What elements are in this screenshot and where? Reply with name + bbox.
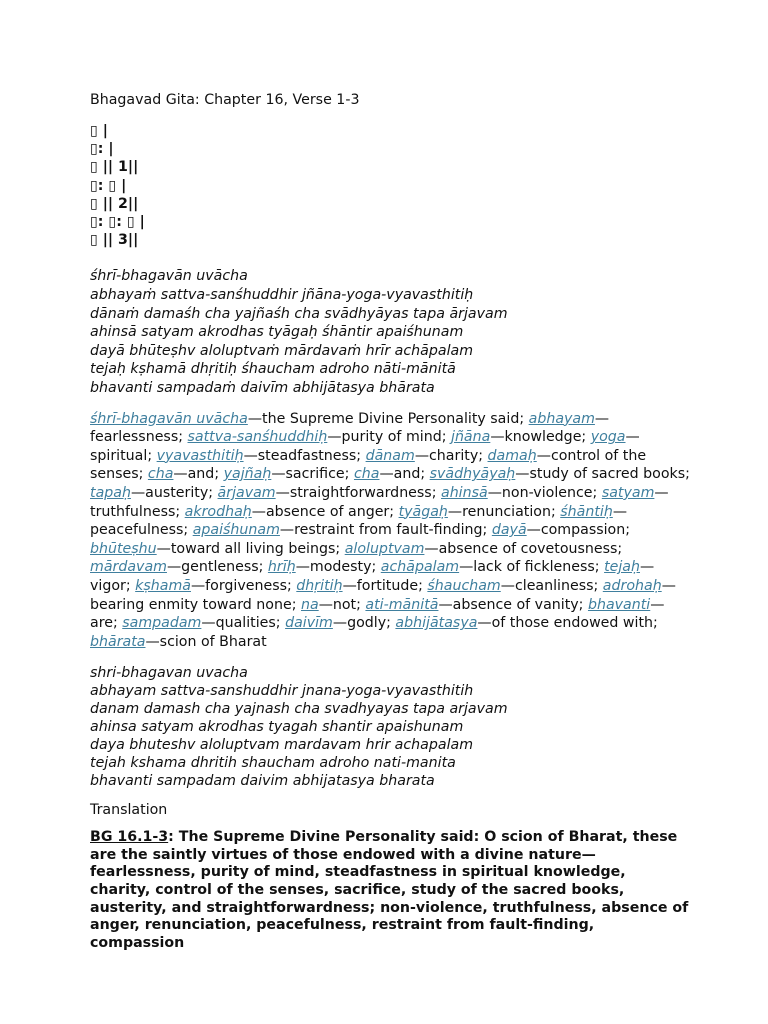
verse-line: dānaṁ damaśh cha yajñaśh cha svādhyāyas tapa ārjavam xyxy=(90,305,508,322)
word-separator: — xyxy=(130,484,146,501)
word-separator: — xyxy=(654,484,669,501)
word-separator: — xyxy=(332,615,348,632)
word-meaning: bearing enmity toward none xyxy=(90,596,292,613)
word-link[interactable]: vyavasthitiḥ xyxy=(156,447,244,464)
transliterated-verse-diacritic xyxy=(90,267,690,397)
word-meaning: austerity xyxy=(145,484,209,501)
word-meaning: purity of mind xyxy=(341,429,442,446)
word-meaning: and xyxy=(187,466,215,483)
word-link[interactable]: yoga xyxy=(590,429,626,446)
word-meaning: the Supreme Divine Personality said xyxy=(262,410,520,427)
word-link[interactable]: apaiśhunam xyxy=(192,522,280,539)
word-separator: — xyxy=(661,577,676,594)
verse-line: bhavanti sampadam daivim abhijatasya bharata xyxy=(90,773,435,790)
word-link[interactable]: achāpalam xyxy=(380,559,460,576)
word-link[interactable]: tejaḥ xyxy=(604,559,640,576)
verse-line: shri-bhagavan uvacha xyxy=(90,665,248,682)
verse-line: bhavanti sampadaṁ daivīm abhijātasya bhārata xyxy=(90,379,435,396)
translation-text: : The Supreme Divine Personality said: O scion of Bharat, these are the saintly virtues of those endowed with a divine nature—fearlessness, purity of mind, steadfastness in spiritual knowledge, charity, control of the senses, sacrifice, study of the sacred books, austerity, and straightforwardness; non-violence, truthfulness, absence of anger, renunciation, peacefulness, restraint from fault-finding, compassion xyxy=(90,829,689,951)
word-meaning: truthfulness xyxy=(90,503,176,520)
verse-line: abhayaṁ sattva-sanśhuddhir jñāna-yoga-vyavasthitiḥ xyxy=(90,287,474,304)
word-separator: — xyxy=(477,615,492,632)
word-link[interactable]: ati-mānitā xyxy=(365,596,439,613)
word-link[interactable]: aloluptvam xyxy=(344,540,425,557)
word-meaning: control of the senses xyxy=(90,447,647,483)
verse-line: daya bhuteshv aloluptvam mardavam hrir achapalam xyxy=(90,737,474,754)
word-meaning: of those endowed with xyxy=(491,615,654,632)
word-meaning: lack of fickleness xyxy=(473,559,595,576)
word-link[interactable]: bhūteṣhu xyxy=(90,540,157,557)
word-meaning: gentleness xyxy=(181,559,259,576)
word-separator: — xyxy=(438,596,453,613)
word-link[interactable]: bhavanti xyxy=(587,596,651,613)
word-meaning: vigor xyxy=(90,577,126,594)
word-separator: — xyxy=(247,410,263,427)
word-link[interactable]: damaḥ xyxy=(487,447,537,464)
word-separator: — xyxy=(500,577,515,594)
word-separator: — xyxy=(190,577,206,594)
word-meaning: sacrifice xyxy=(285,466,345,483)
devanagari-line: ▯ || 1|| xyxy=(90,159,139,176)
word-separator: — xyxy=(243,447,258,464)
devanagari-line: ▯ | xyxy=(90,123,108,139)
page-title: Bhagavad Gita: Chapter 16, Verse 1-3 xyxy=(90,92,360,108)
word-link[interactable]: śhaucham xyxy=(427,577,501,594)
word-separator: — xyxy=(327,429,342,446)
word-meaning: straightforwardness xyxy=(289,484,432,501)
devanagari-line: ▯ || 3|| xyxy=(90,232,139,249)
word-link[interactable]: dhṛitiḥ xyxy=(296,577,343,594)
word-meaning: not xyxy=(332,596,357,613)
word-separator: — xyxy=(271,466,286,483)
verse-line: danam damash cha yajnash cha svadhyayas tapa arjavam xyxy=(90,701,508,718)
document-page xyxy=(90,90,690,952)
word-separator: — xyxy=(612,503,628,520)
word-link[interactable]: yajñaḥ xyxy=(223,466,272,483)
word-meaning: renunciation xyxy=(462,503,551,520)
verse-line: śhrī-bhagavān uvācha xyxy=(90,268,248,285)
word-separator: — xyxy=(251,503,266,520)
word-meaning: absence of covetousness xyxy=(438,540,618,557)
word-separator: — xyxy=(625,429,640,446)
word-meaning: cleanliness xyxy=(514,577,594,594)
word-meaning: absence of anger xyxy=(265,503,390,520)
sanskrit-verse-devanagari xyxy=(90,122,690,249)
word-meanings: śhrī-bhagavān uvācha—the Supreme Divine Personality said; abhayam—fearlessness; sattva-sanśhuddhiḥ—purity of mind; jñāna—knowledge; yoga—spiritual; vyavasthitiḥ—steadfastness; dānam—charity; damaḥ—control of the senses; cha—and; yajñaḥ—sacrifice; cha—and; svādhyāyaḥ—study of sacred books; tapaḥ—austerity; ārjavam—straightforwardness; ahinsā—non-violence; satyam—truthfulness; akrodhaḥ—absence of anger; tyāgaḥ—renunciation; śhāntiḥ—peacefulness; apaiśhunam—restraint from fault-finding; dayā—compassion; bhūteṣhu—toward all living beings; aloluptvam—absence of covetousness; mārdavam—gentleness; hrīḥ—modesty; achāpalam—lack of fickleness; tejaḥ—vigor; kṣhamā—forgiveness; dhṛitiḥ—fortitude; śhaucham—cleanliness; adrohaḥ—bearing enmity toward none; na—not; ati-mānitā—absence of vanity; bhavanti—are; sampadam—qualities; daivīm—godly; abhijātasya—of those endowed with; bhārata—scion of Bharat xyxy=(90,410,690,650)
word-meaning: peacefulness xyxy=(90,522,184,539)
word-separator: — xyxy=(640,559,655,576)
word-link[interactable]: abhayam xyxy=(528,410,595,427)
word-meaning: and xyxy=(393,466,421,483)
verse-reference-link[interactable]: BG 16.1-3 xyxy=(90,829,169,846)
verse-line: ahinsa satyam akrodhas tyagah shantir apaishunam xyxy=(90,719,464,736)
word-link[interactable]: bhārata xyxy=(90,633,146,650)
word-link[interactable]: akrodhaḥ xyxy=(184,503,252,520)
word-link[interactable]: daivīm xyxy=(285,615,333,632)
translation-heading: Translation xyxy=(90,802,168,819)
word-link[interactable]: svādhyāyaḥ xyxy=(429,466,516,483)
word-meaning: forgiveness xyxy=(205,577,287,594)
verse-line: tejah kshama dhritih shaucham adroho nati-manita xyxy=(90,755,456,772)
word-meaning: modesty xyxy=(309,559,372,576)
word-separator: — xyxy=(156,540,171,557)
devanagari-line: ▯: ▯ | xyxy=(90,177,127,194)
word-meaning: steadfastness xyxy=(257,447,357,464)
word-separator: — xyxy=(342,577,357,594)
word-link[interactable]: mārdavam xyxy=(90,559,167,576)
word-link[interactable]: sattva-sanśhuddhiḥ xyxy=(187,429,328,446)
word-meaning: toward all living beings xyxy=(170,540,336,557)
word-link[interactable]: na xyxy=(301,596,319,613)
verse-line: abhayam sattva-sanshuddhir jnana-yoga-vyavasthitih xyxy=(90,683,474,700)
word-link[interactable]: hrīḥ xyxy=(267,559,296,576)
word-meaning: qualities xyxy=(215,615,276,632)
word-link[interactable]: cha xyxy=(147,466,174,483)
word-separator: — xyxy=(173,466,188,483)
word-separator: — xyxy=(379,466,394,483)
word-meaning: non-violence xyxy=(501,484,593,501)
word-separator: — xyxy=(447,503,463,520)
word-separator: — xyxy=(650,596,665,613)
devanagari-line: ▯: | xyxy=(90,141,114,158)
word-link[interactable]: sampadam xyxy=(122,615,202,632)
word-separator: — xyxy=(536,447,551,464)
word-separator: — xyxy=(166,559,182,576)
word-separator: — xyxy=(594,410,610,427)
word-meaning: knowledge xyxy=(504,429,582,446)
word-link[interactable]: tyāgaḥ xyxy=(398,503,448,520)
word-meaning: scion of Bharat xyxy=(159,633,267,650)
verse-line: ahinsā satyam akrodhas tyāgaḥ śhāntir apaiśhunam xyxy=(90,324,464,341)
word-meaning: godly xyxy=(347,615,387,632)
word-meaning: fortitude xyxy=(356,577,419,594)
word-link[interactable]: kṣhamā xyxy=(135,577,191,594)
word-link[interactable]: ārjavam xyxy=(217,484,276,501)
verse-line: tejaḥ kṣhamā dhṛitiḥ śhaucham adroho nāti-mānitā xyxy=(90,361,456,378)
word-meaning: spiritual xyxy=(90,447,148,464)
word-separator: — xyxy=(459,559,474,576)
word-link[interactable]: adrohaḥ xyxy=(602,577,662,594)
word-separator: — xyxy=(318,596,333,613)
word-meaning: compassion xyxy=(540,522,626,539)
word-link[interactable]: dānam xyxy=(365,447,415,464)
word-link[interactable]: cha xyxy=(353,466,380,483)
word-link[interactable]: satyam xyxy=(601,484,655,501)
word-separator: — xyxy=(201,615,216,632)
word-meaning: study of sacred books xyxy=(529,466,686,483)
word-separator: — xyxy=(490,429,505,446)
transliterated-verse-plain xyxy=(90,664,690,790)
word-separator: — xyxy=(487,484,502,501)
word-link[interactable]: śhrī-bhagavān uvācha xyxy=(90,410,248,427)
word-meaning: absence of vanity xyxy=(452,596,579,613)
word-separator: — xyxy=(295,559,310,576)
word-meaning: fearlessness xyxy=(90,429,179,446)
word-link[interactable]: tapaḥ xyxy=(90,484,131,501)
devanagari-line: ▯: ▯: ▯ | xyxy=(90,214,145,231)
word-separator: — xyxy=(279,522,295,539)
word-link[interactable]: jñāna xyxy=(451,429,491,446)
word-separator: — xyxy=(275,484,290,501)
word-link[interactable]: śhāntiḥ xyxy=(560,503,613,520)
word-separator: — xyxy=(414,447,429,464)
verse-line: dayā bhūteṣhv aloluptvaṁ mārdavaṁ hrīr achāpalam xyxy=(90,342,474,359)
word-meaning: restraint from fault-finding xyxy=(294,522,483,539)
word-link[interactable]: ahinsā xyxy=(441,484,488,501)
word-separator: — xyxy=(515,466,530,483)
devanagari-line: ▯ || 2|| xyxy=(90,195,139,212)
word-separator: — xyxy=(526,522,541,539)
translation-paragraph xyxy=(90,829,690,952)
word-link[interactable]: abhijātasya xyxy=(395,615,478,632)
word-separator: — xyxy=(424,540,439,557)
word-meaning: charity xyxy=(429,447,479,464)
word-link[interactable]: dayā xyxy=(491,522,527,539)
word-separator: — xyxy=(145,633,160,650)
word-meaning: are xyxy=(90,615,113,632)
